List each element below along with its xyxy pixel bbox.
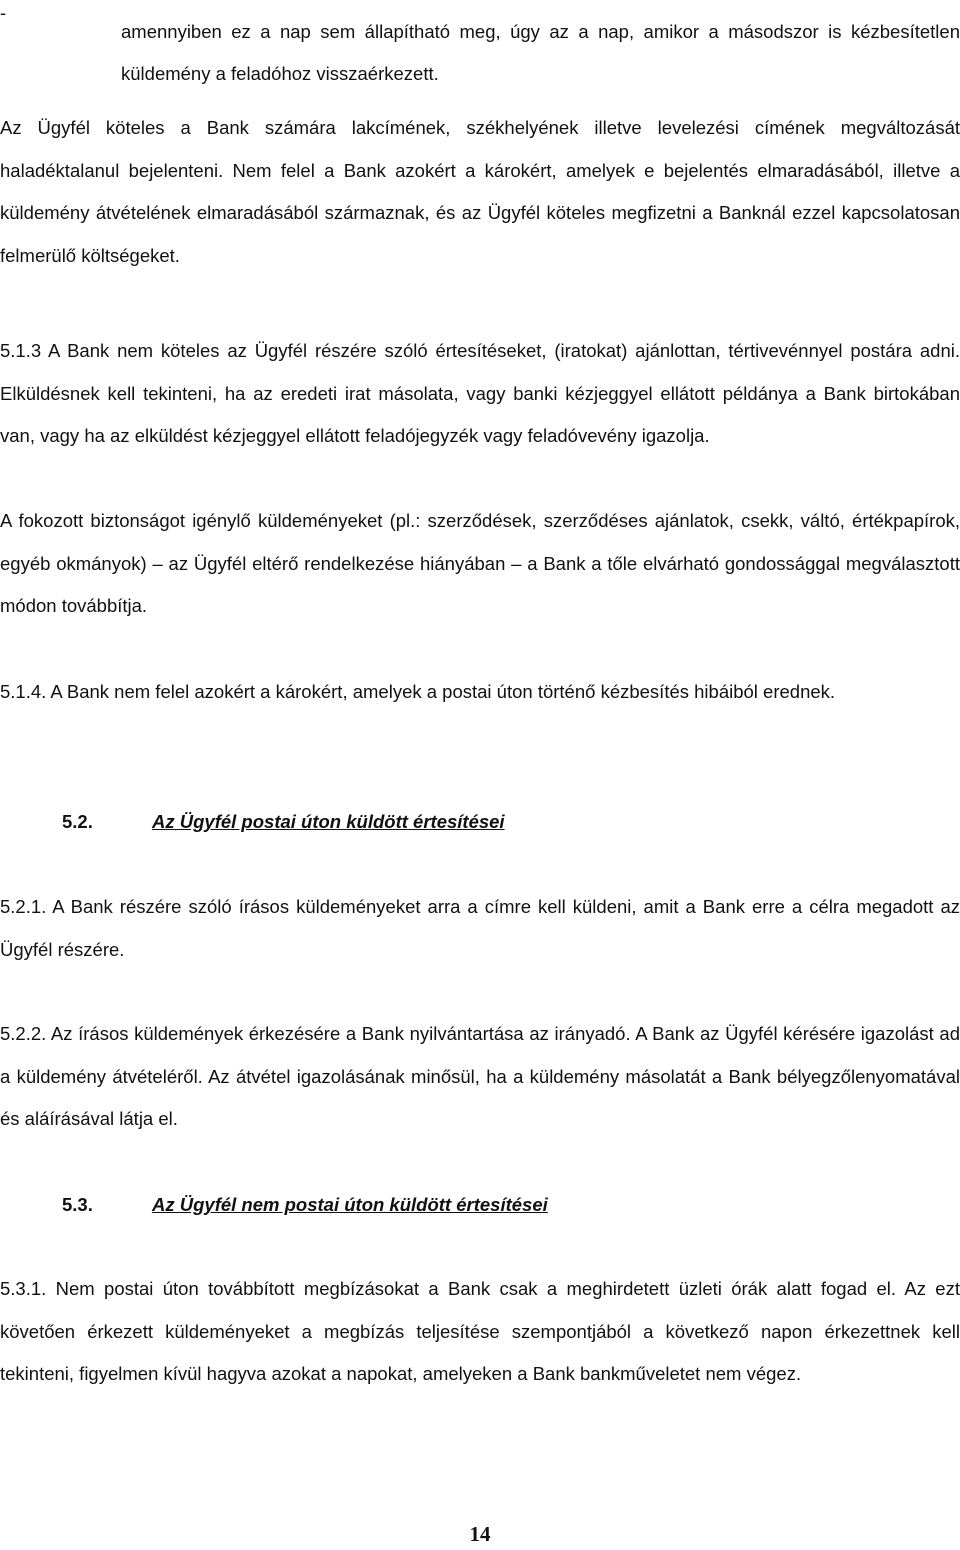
paragraph-secure-shipments: A fokozott biztonságot igénylő küldeményeket (pl.: szerződések, szerződéses ajánlatok, csekk, váltó, értékpapírok, egyéb okmányok) – az Ügyfél eltérő rendelkezése hiányában – a Bank a tőle elvárható gondossággal megválasztott módon továbbítja.: [0, 510, 960, 616]
heading-number: 5.3.: [62, 1194, 93, 1215]
bullet-text: amennyiben ez a nap sem állapítható meg, úgy az a nap, amikor a másodszor is kézbesítetlen küldemény a feladóhoz visszaérkezett.: [121, 20, 960, 84]
paragraph-5-2-2: 5.2.2. Az írásos küldemények érkezésére a Bank nyilvántartása az irányadó. A Bank az Ügyfél kérésére igazolást ad a küldemény átvételéről. Az átvétel igazolásának minősül, ha a küldemény másolatát a Bank bélyegzőlenyomatával és aláírásával látja el.: [0, 1023, 960, 1129]
heading-5-2: [62, 807, 505, 837]
paragraph-address-change: Az Ügyfél köteles a Bank számára lakcímének, székhelyének illetve levelezési címének megváltozását haladéktalanul bejelenteni. Nem felel a Bank azokért a károkért, amelyek e bejelentés elmaradásából, illetve a küldemény átvételének elmaradásából származnak, és az Ügyfél köteles megfizetni a Banknál ezzel kapcsolatosan felmerülő költségeket.: [0, 117, 960, 266]
paragraph-5-1-4: 5.1.4. A Bank nem felel azokért a károkért, amelyek a postai úton történő kézbesítés hibáiból erednek.: [0, 681, 836, 702]
paragraph-5-2-1: 5.2.1. A Bank részére szóló írásos küldeményeket arra a címre kell küldeni, amit a Bank erre a célra megadott az Ügyfél részére.: [0, 896, 960, 960]
heading-title: Az Ügyfél postai úton küldött értesítései: [152, 811, 505, 832]
paragraph-5-1-3: 5.1.3 A Bank nem köteles az Ügyfél részére szóló értesítéseket, (iratokat) ajánlottan, tértivevénnyel postára adni. Elküldésnek kell tekinteni, ha az eredeti irat másolata, vagy banki kézjeggyel ellátott példánya a Bank birtokában van, vagy ha az elküldést kézjeggyel ellátott feladójegyzék vagy feladóvevény igazolja.: [0, 340, 960, 446]
bullet-item: [0, 0, 960, 85]
heading-title: Az Ügyfél nem postai úton küldött értesítései: [152, 1194, 548, 1215]
heading-5-3: [62, 1190, 548, 1220]
heading-number: 5.2.: [62, 811, 93, 832]
paragraph-5-3-1: 5.3.1. Nem postai úton továbbított megbízásokat a Bank csak a meghirdetett üzleti órák alatt fogad el. Az ezt követően érkezett küldeményeket a megbízás teljesítése szempontjából a következő napon érkezettnek kell tekinteni, figyelmen kívül hagyva azokat a napokat, amelyeken a Bank bankműveletet nem végez.: [0, 1278, 960, 1384]
bullet-marker: -: [0, 2, 7, 23]
page-number: 14: [469, 1522, 491, 1546]
